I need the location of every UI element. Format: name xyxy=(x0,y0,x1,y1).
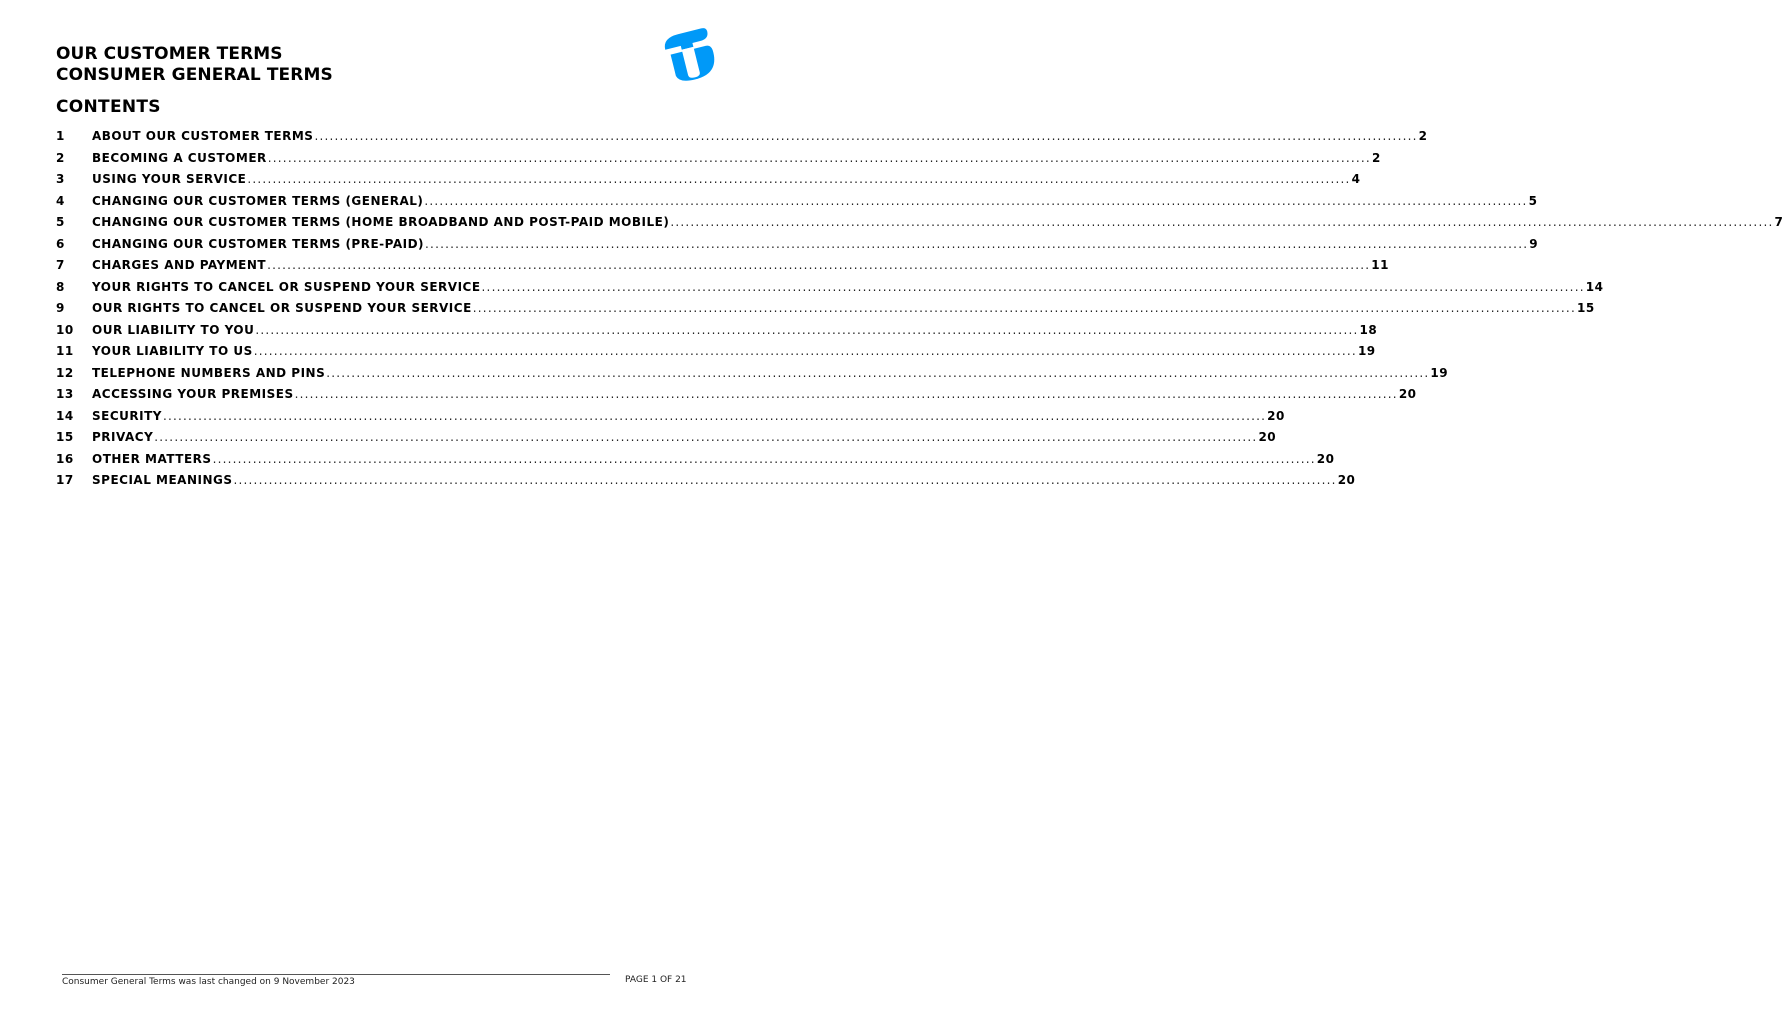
toc-entry[interactable] xyxy=(56,344,1376,366)
toc-entry-number: 13 xyxy=(56,387,74,401)
toc-entry[interactable] xyxy=(56,236,1539,259)
toc-entry[interactable] xyxy=(56,430,1277,452)
toc-entry-title[interactable]: CHARGES AND PAYMENT xyxy=(92,258,267,272)
toc-entry-page: 19 xyxy=(1430,365,1449,380)
toc-entry-page: 20 xyxy=(1258,430,1277,444)
toc-entry-title[interactable]: ABOUT OUR CUSTOMER TERMS xyxy=(92,129,314,143)
toc-entry-number: 10 xyxy=(56,322,74,337)
toc-entry-number: 14 xyxy=(56,408,74,423)
toc-entry-number: 4 xyxy=(56,193,65,208)
footer-divider xyxy=(62,974,610,975)
toc-dot-leader: ............................................................................................................................................................................................................................ xyxy=(233,473,1337,487)
toc-entry-title[interactable]: ACCESSING YOUR PREMISES xyxy=(92,387,294,401)
toc-entry-page: 7 xyxy=(1774,215,1783,229)
toc-entry[interactable] xyxy=(56,129,1428,151)
telstra-logo-icon xyxy=(664,28,716,84)
toc-dot-leader: ............................................................................................................................................................................................................................ xyxy=(267,150,1371,165)
toc-entry-page: 20 xyxy=(1337,473,1356,487)
toc-entry[interactable] xyxy=(56,258,1389,280)
toc-entry-title[interactable]: TELEPHONE NUMBERS AND PINS xyxy=(92,365,326,380)
toc-dot-leader: ............................................................................................................................................................................................................................ xyxy=(424,193,1528,208)
toc-entry[interactable] xyxy=(56,365,1449,388)
toc-entry-number: 6 xyxy=(56,236,65,251)
toc-dot-leader: ............................................................................................................................................................................................................................ xyxy=(326,365,1430,380)
toc-entry-page: 2 xyxy=(1371,150,1381,165)
toc-entry-page: 2 xyxy=(1418,129,1428,143)
toc-entry[interactable] xyxy=(56,473,1356,495)
document-title xyxy=(56,44,333,86)
toc-entry-number: 3 xyxy=(56,172,65,186)
toc-entry-page: 20 xyxy=(1316,451,1335,466)
toc-dot-leader: ............................................................................................................................................................................................................................ xyxy=(253,344,1357,358)
toc-entry-title[interactable]: USING YOUR SERVICE xyxy=(92,172,247,186)
toc-entry[interactable] xyxy=(56,408,1285,431)
toc-entry[interactable] xyxy=(56,215,1783,237)
page-number: PAGE 1 OF 21 xyxy=(625,975,687,985)
toc-entry-number: 16 xyxy=(56,451,74,466)
toc-entry[interactable] xyxy=(56,172,1361,194)
toc-entry-title[interactable]: PRIVACY xyxy=(92,430,154,444)
toc-entry-number: 12 xyxy=(56,365,74,380)
toc-entry-title[interactable]: SPECIAL MEANINGS xyxy=(92,473,233,487)
toc-entry[interactable] xyxy=(56,279,1604,302)
toc-entry-title[interactable]: YOUR LIABILITY TO US xyxy=(92,344,253,358)
toc-entry-page: 9 xyxy=(1529,236,1539,251)
toc-dot-leader: ............................................................................................................................................................................................................................ xyxy=(314,129,1418,143)
toc-dot-leader: ............................................................................................................................................................................................................................ xyxy=(154,430,1258,444)
toc-dot-leader: ............................................................................................................................................................................................................................ xyxy=(255,322,1359,337)
toc-dot-leader: ............................................................................................................................................................................................................................ xyxy=(247,172,1351,186)
title-line-2: CONSUMER GENERAL TERMS xyxy=(56,65,333,85)
toc-entry-page: 18 xyxy=(1359,322,1378,337)
toc-entry-page: 15 xyxy=(1576,301,1595,315)
last-changed-note: Consumer General Terms was last changed on 9 November 2023 xyxy=(62,977,355,987)
toc-entry-page: 4 xyxy=(1351,172,1361,186)
toc-entry-title[interactable]: OTHER MATTERS xyxy=(92,451,212,466)
toc-entry[interactable] xyxy=(56,150,1381,173)
toc-dot-leader: ............................................................................................................................................................................................................................ xyxy=(267,258,1371,272)
toc-entry-number: 17 xyxy=(56,473,74,487)
toc-entry[interactable] xyxy=(56,301,1595,323)
toc-dot-leader: ............................................................................................................................................................................................................................ xyxy=(294,387,1398,401)
toc-dot-leader: ............................................................................................................................................................................................................................ xyxy=(212,451,1316,466)
toc-entry-title[interactable]: SECURITY xyxy=(92,408,162,423)
toc-entry-page: 14 xyxy=(1585,279,1604,294)
table-of-contents xyxy=(56,129,1783,495)
toc-entry-title[interactable]: CHANGING OUR CUSTOMER TERMS (HOME BROADBAND AND POST-PAID MOBILE) xyxy=(92,215,670,229)
toc-entry-number: 5 xyxy=(56,215,65,229)
toc-dot-leader: ............................................................................................................................................................................................................................ xyxy=(670,215,1774,229)
toc-entry-title[interactable]: BECOMING A CUSTOMER xyxy=(92,150,267,165)
toc-entry-title[interactable]: CHANGING OUR CUSTOMER TERMS (GENERAL) xyxy=(92,193,424,208)
toc-entry-number: 8 xyxy=(56,279,65,294)
toc-entry-number: 7 xyxy=(56,258,65,272)
toc-dot-leader: ............................................................................................................................................................................................................................ xyxy=(425,236,1529,251)
toc-entry-page: 11 xyxy=(1371,258,1389,272)
toc-entry-number: 15 xyxy=(56,430,74,444)
toc-entry-number: 1 xyxy=(56,129,65,143)
toc-entry-number: 2 xyxy=(56,150,65,165)
toc-entry-page: 20 xyxy=(1398,387,1417,401)
toc-entry[interactable] xyxy=(56,193,1538,216)
toc-entry-page: 19 xyxy=(1357,344,1376,358)
toc-dot-leader: ............................................................................................................................................................................................................................ xyxy=(162,408,1267,423)
toc-dot-leader: ............................................................................................................................................................................................................................ xyxy=(481,279,1585,294)
toc-dot-leader: ............................................................................................................................................................................................................................ xyxy=(472,301,1576,315)
toc-entry[interactable] xyxy=(56,387,1417,409)
toc-entry-title[interactable]: CHANGING OUR CUSTOMER TERMS (PRE-PAID) xyxy=(92,236,425,251)
toc-entry-title[interactable]: OUR LIABILITY TO YOU xyxy=(92,322,255,337)
toc-entry-page: 5 xyxy=(1528,193,1538,208)
toc-entry-title[interactable]: YOUR RIGHTS TO CANCEL OR SUSPEND YOUR SERVICE xyxy=(92,279,481,294)
toc-entry-number: 11 xyxy=(56,344,74,358)
toc-entry[interactable] xyxy=(56,322,1378,345)
title-line-1: OUR CUSTOMER TERMS xyxy=(56,44,283,64)
toc-entry-number: 9 xyxy=(56,301,65,315)
contents-heading: CONTENTS xyxy=(56,97,161,117)
toc-entry-page: 20 xyxy=(1267,408,1285,423)
toc-entry[interactable] xyxy=(56,451,1335,474)
toc-entry-title[interactable]: OUR RIGHTS TO CANCEL OR SUSPEND YOUR SERVICE xyxy=(92,301,472,315)
